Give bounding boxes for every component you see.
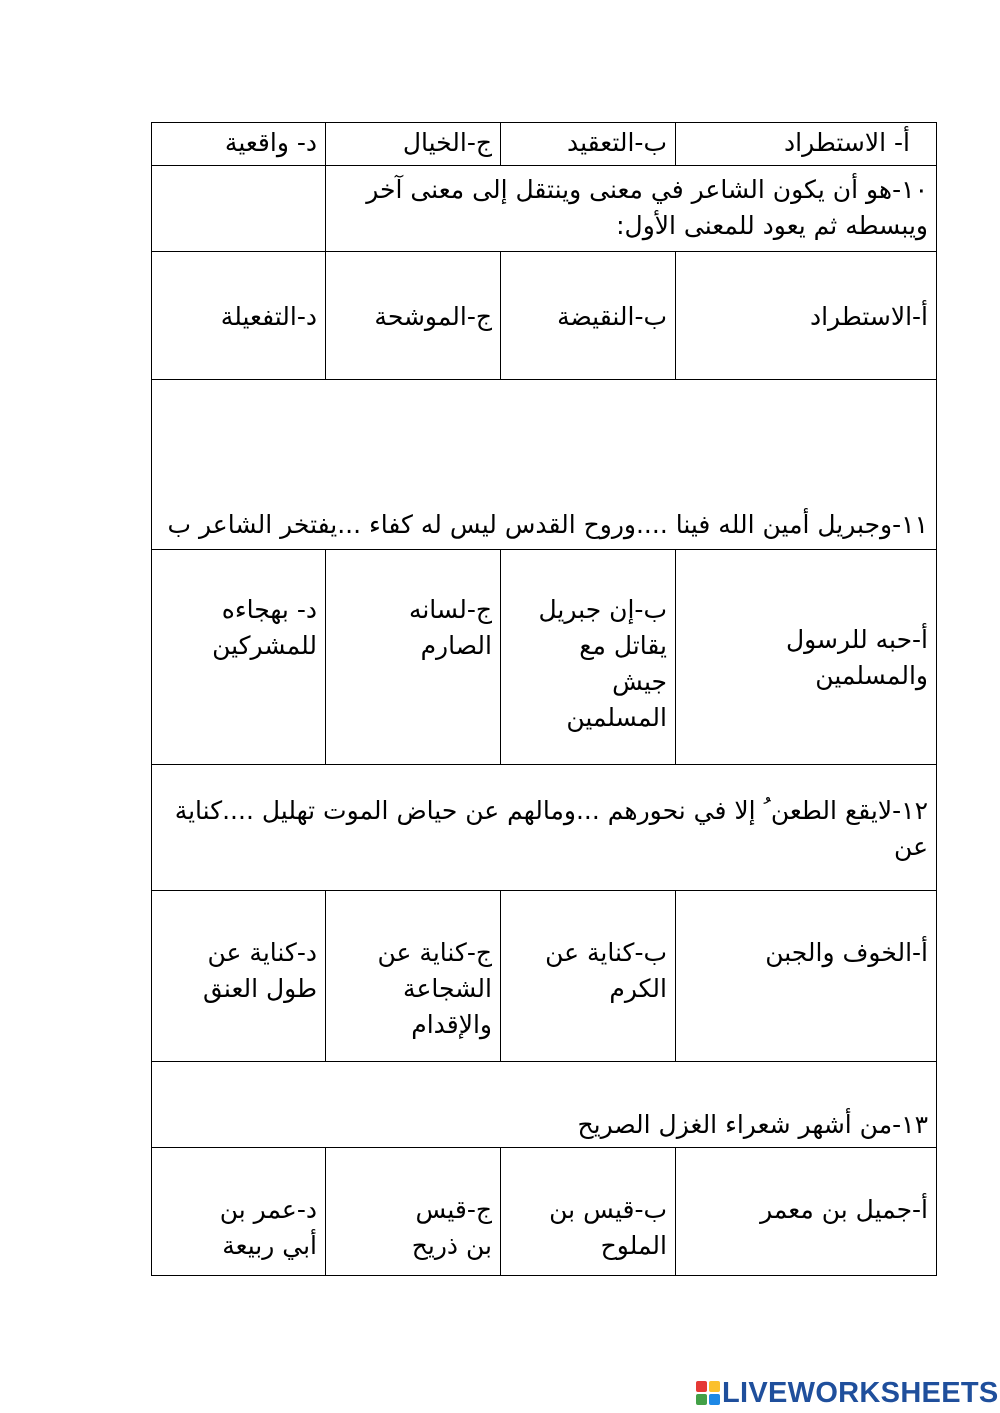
liveworksheets-logo-icon: [696, 1380, 722, 1406]
q10-option-c[interactable]: ج-الموشحة: [326, 252, 501, 380]
q9-option-b[interactable]: ب-التعقيد: [501, 123, 676, 166]
q10-empty-cell: [152, 166, 326, 252]
q12-option-a[interactable]: أ-الخوف والجبن: [676, 891, 937, 1062]
q9-option-a[interactable]: أ- الاستطراد: [676, 123, 937, 166]
q12-options-row: [152, 891, 937, 1062]
q11-option-b[interactable]: ب-إن جبريل يقاتل مع جيش المسلمين: [501, 550, 676, 765]
q13-question: ١٣-من أشهر شعراء الغزل الصريح: [152, 1062, 937, 1148]
brand-name: LIVEWORKSHEETS: [722, 1376, 999, 1409]
q13-option-c[interactable]: ج-قيس بن ذريح: [326, 1148, 501, 1276]
quiz-table: [151, 122, 937, 1276]
q13-options-row: [152, 1148, 937, 1276]
q11-question: ١١-وجبريل أمين الله فينا ....وروح القدس ليس له كفاء ...يفتخر الشاعر ب: [152, 380, 937, 550]
q12-option-b[interactable]: ب-كناية عن الكرم: [501, 891, 676, 1062]
q13-option-a[interactable]: أ-جميل بن معمر: [676, 1148, 937, 1276]
q12-question: ١٢-لايقع الطعن ُ إلا في نحورهم ...ومالهم عن حياض الموت تهليل ....كناية عن: [152, 765, 937, 891]
q13-question-row: [152, 1062, 937, 1148]
liveworksheets-logo[interactable]: [694, 1378, 999, 1408]
q11-question-row: [152, 380, 937, 550]
q12-option-d[interactable]: د-كناية عن طول العنق: [152, 891, 326, 1062]
q10-option-b[interactable]: ب-النقيضة: [501, 252, 676, 380]
quiz-sheet: [151, 122, 936, 1276]
q10-options-row: [152, 252, 937, 380]
q12-question-row: [152, 765, 937, 891]
q10-question-row: [152, 166, 937, 252]
q12-option-c[interactable]: ج-كناية عن الشجاعة والإقدام: [326, 891, 501, 1062]
q9-option-d[interactable]: د- واقعية: [152, 123, 326, 166]
q13-option-b[interactable]: ب-قيس بن الملوح: [501, 1148, 676, 1276]
q10-option-a[interactable]: أ-الاستطراد: [676, 252, 937, 380]
q11-options-row: [152, 550, 937, 765]
q11-option-a[interactable]: أ-حبه للرسول والمسلمين: [676, 550, 937, 765]
q13-option-d[interactable]: د-عمر بن أبي ربيعة: [152, 1148, 326, 1276]
q9-options-row: [152, 123, 937, 166]
q11-option-d[interactable]: د- بهجاءه للمشركين: [152, 550, 326, 765]
q9-option-c[interactable]: ج-الخيال: [326, 123, 501, 166]
q10-option-d[interactable]: د-التفعيلة: [152, 252, 326, 380]
q10-question: ١٠-هو أن يكون الشاعر في معنى وينتقل إلى معنى آخر ويبسطه ثم يعود للمعنى الأول:: [326, 166, 937, 252]
q11-option-c[interactable]: ج-لسانه الصارم: [326, 550, 501, 765]
